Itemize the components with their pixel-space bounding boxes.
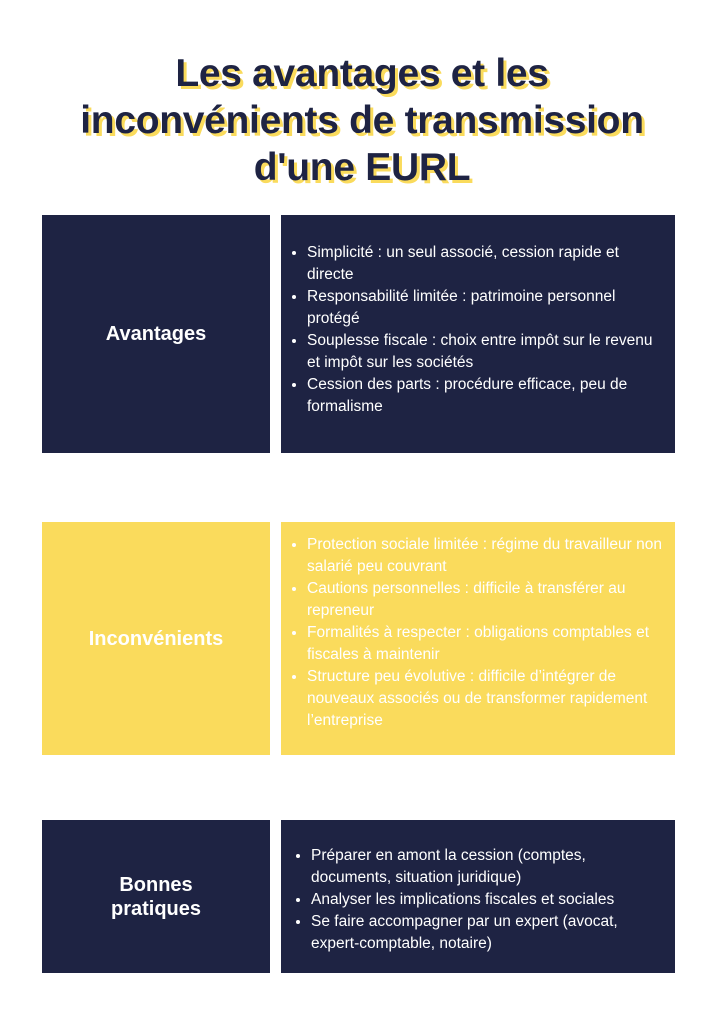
best-practices-label-box (42, 820, 270, 973)
best-practices-heading (111, 873, 201, 921)
advantages-label-box (42, 215, 270, 453)
page-title (40, 50, 684, 191)
best-practices-content-box (281, 820, 675, 973)
list-item: • Cession des parts : procédure efficace, peu de formalisme (307, 374, 663, 418)
list-item: • Formalités à respecter : obligations comptables et fiscales à maintenir (307, 622, 663, 666)
best-practices-heading-line-1: Bonnes (119, 873, 193, 896)
best-practices-list (281, 845, 675, 955)
list-item: • Structure peu évolutive : difficile d’intégrer de nouveaux associés ou de transformer rapidement l’entreprise (307, 666, 663, 732)
list-item: • Protection sociale limitée : régime du travailleur non salarié peu couvrant (307, 534, 663, 578)
list-item: • Souplesse fiscale : choix entre impôt sur le revenu et impôt sur les sociétés (307, 330, 663, 374)
list-item: • Responsabilité limitée : patrimoine personnel protégé (307, 286, 663, 330)
best-practices-heading-line-2: pratiques (110, 897, 202, 920)
list-item: • Se faire accompagner par un expert (avocat, expert-comptable, notaire) (311, 911, 663, 955)
advantages-heading: Avantages (105, 323, 207, 345)
title-line-2: inconvénients de transmission (80, 99, 644, 142)
list-item: • Analyser les implications fiscales et sociales (311, 889, 663, 911)
disadvantages-content-box (281, 522, 675, 755)
advantages-content-box (281, 215, 675, 453)
title-line-3: d'une EURL (253, 146, 471, 189)
advantages-list (281, 242, 675, 418)
disadvantages-heading: Inconvénients (88, 627, 224, 650)
title-line-1: Les avantages et les (175, 52, 549, 95)
list-item: • Préparer en amont la cession (comptes, documents, situation juridique) (311, 845, 663, 889)
list-item: • Simplicité : un seul associé, cession rapide et directe (307, 242, 663, 286)
disadvantages-list (281, 534, 675, 732)
list-item: • Cautions personnelles : difficile à transférer au repreneur (307, 578, 663, 622)
disadvantages-label-box (42, 522, 270, 755)
